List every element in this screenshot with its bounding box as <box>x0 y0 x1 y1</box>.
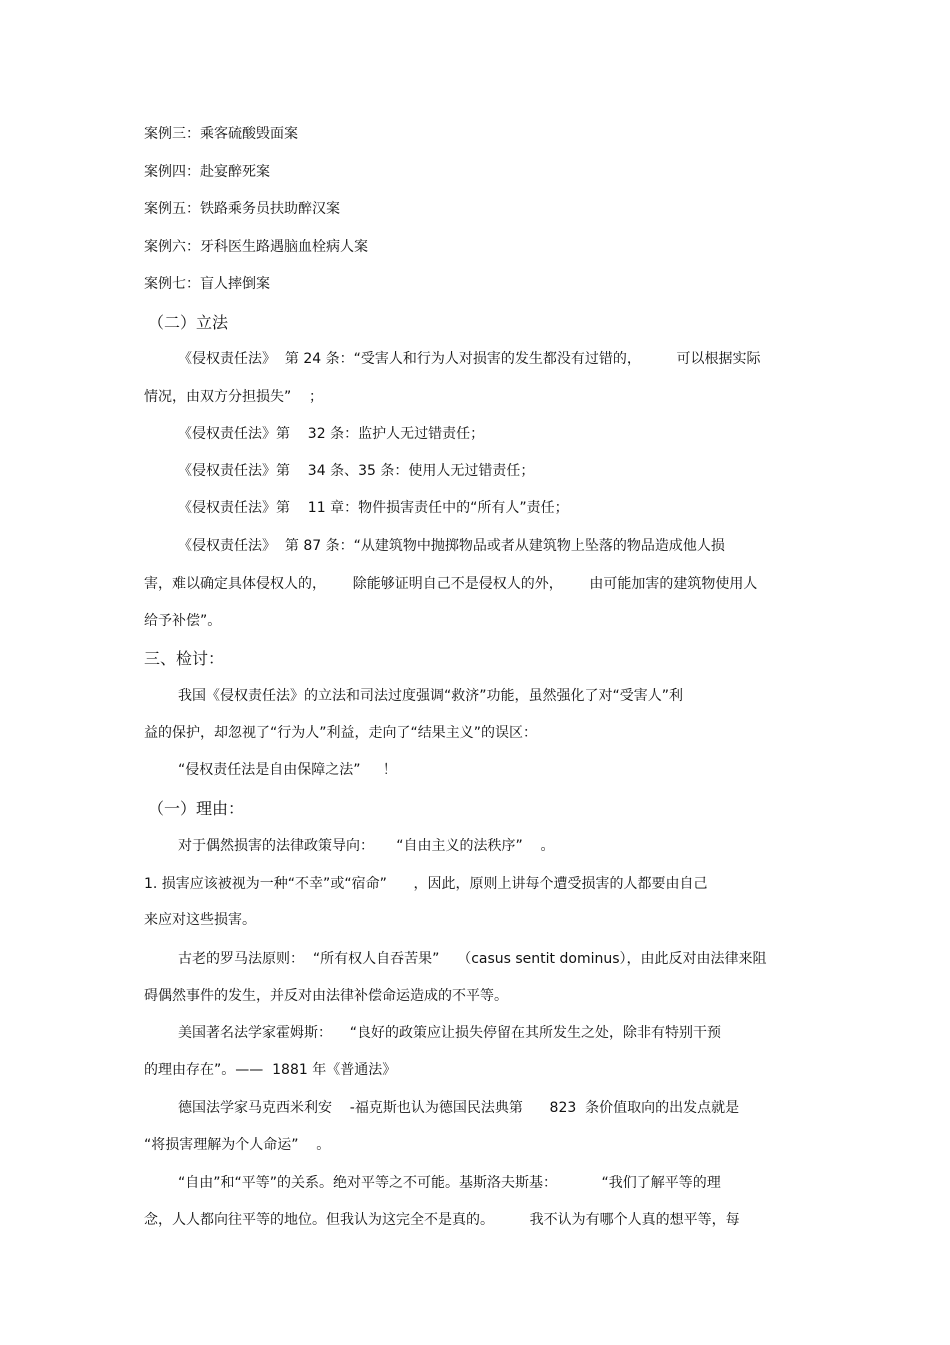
article-34-35: 《侵权责任法》第 34 条、35 条：使用人无过错责任； <box>178 463 535 479</box>
german-law-line-2: “将损害理解为个人命运” 。 <box>144 1137 331 1153</box>
review-paragraph-line-2: 益的保护，却忽视了“行为人”利益，走向了“结果主义”的误区： <box>144 725 538 741</box>
liberty-equality-line-2: 念，人人都向往平等的地位。但我认为这完全不是真的。 我不认为有哪个人真的想平等，每 <box>144 1212 740 1228</box>
holmes-line-1: 美国著名法学家霍姆斯： “良好的政策应让损失停留在其所发生之处，除非有特别干预 <box>178 1025 722 1041</box>
article-87-line-2: 害，难以确定具体侵权人的， 除能够证明自己不是侵权人的外， 由可能加害的建筑物使用人 <box>144 576 758 592</box>
article-87-line-1: 《侵权责任法》 第 87 条：“从建筑物中抛掷物品或者从建筑物上坠落的物品造成他人损 <box>178 538 725 554</box>
german-law-line-1: 德国法学家马克西米利安 -福克斯也认为德国民法典第 823 条价值取向的出发点就是 <box>178 1100 740 1116</box>
reasons-heading: （一）理由： <box>148 799 245 818</box>
liberty-equality-line-1: “自由”和“平等”的关系。绝对平等之不可能。基斯洛夫斯基： “我们了解平等的理 <box>178 1175 721 1191</box>
chapter-11: 《侵权责任法》第 11 章：物件损害责任中的“所有人”责任； <box>178 500 569 516</box>
case-3: 案例三：乘客硫酸毁面案 <box>144 126 298 142</box>
legislation-heading: （二）立法 <box>148 313 229 332</box>
roman-law-line-1: 古老的罗马法原则： “所有权人自吞苦果” （casus sentit dominus），由此反对由法律来阻 <box>178 951 767 967</box>
article-24-line-1: 《侵权责任法》 第 24 条：“受害人和行为人对损害的发生都没有过错的， 可以根据实际 <box>178 351 761 367</box>
article-87-line-3: 给予补偿”。 <box>144 613 222 629</box>
reasons-intro: 对于偶然损害的法律政策导向： “自由主义的法秩序” 。 <box>178 838 555 854</box>
review-quote: “侵权责任法是自由保障之法” ！ <box>178 762 397 778</box>
case-5: 案例五：铁路乘务员扶助醉汉案 <box>144 201 340 217</box>
reason-1-line-2: 来应对这些损害。 <box>144 912 256 928</box>
case-4: 案例四：赴宴醉死案 <box>144 164 270 180</box>
review-heading: 三、检讨： <box>144 649 225 668</box>
review-paragraph-line-1: 我国《侵权责任法》的立法和司法过度强调“救济”功能，虽然强化了对“受害人”利 <box>178 688 684 704</box>
case-7: 案例七：盲人摔倒案 <box>144 276 270 292</box>
case-6: 案例六：牙科医生路遇脑血栓病人案 <box>144 239 368 255</box>
article-24-line-2: 情况，由双方分担损失” ； <box>144 389 324 405</box>
holmes-line-2: 的理由存在”。—— 1881 年《普通法》 <box>144 1062 397 1078</box>
roman-law-line-2: 碍偶然事件的发生，并反对由法律补偿命运造成的不平等。 <box>144 988 508 1004</box>
article-32: 《侵权责任法》第 32 条：监护人无过错责任； <box>178 426 485 442</box>
reason-1-line-1: 1. 损害应该被视为一种“不幸”或“宿命” ，因此，原则上讲每个遭受损害的人都要由自己 <box>144 876 708 892</box>
